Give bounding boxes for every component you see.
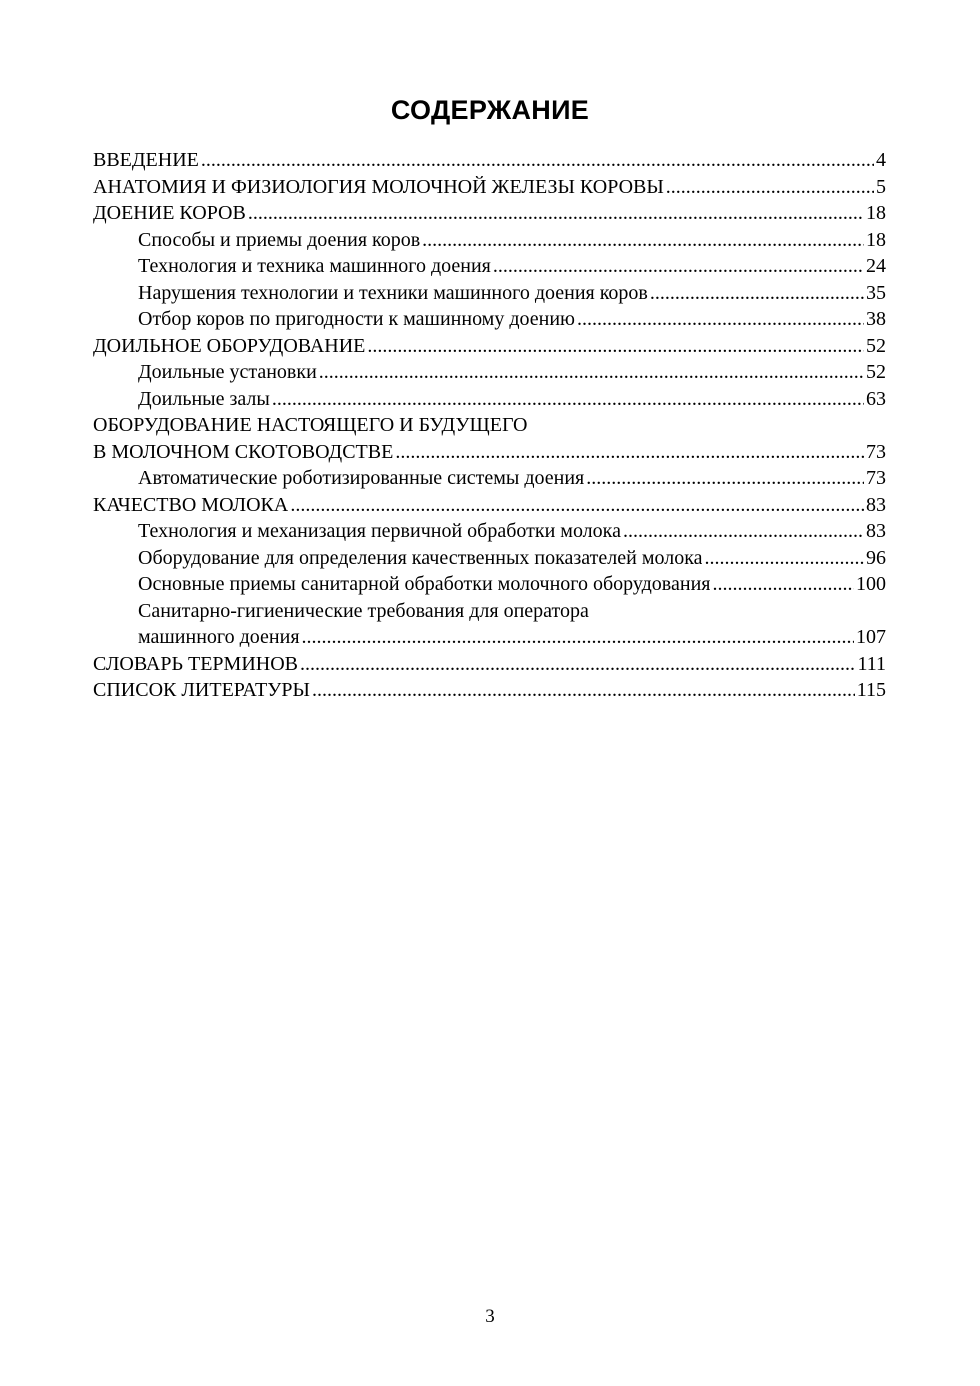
toc-dot-leader: [290, 492, 864, 519]
toc-dot-leader: [712, 571, 854, 598]
toc-entry-label: Доильные установки: [138, 361, 317, 383]
toc-entry-page: 18: [866, 202, 886, 224]
toc-entry-page: 100: [856, 573, 886, 595]
page-title: СОДЕРЖАНИЕ: [390, 95, 590, 125]
toc-entry[interactable]: [93, 174, 886, 201]
toc-entry-label: ВВЕДЕНИЕ: [93, 149, 199, 171]
toc-entry-label: СЛОВАРЬ ТЕРМИНОВ: [93, 652, 298, 675]
toc-entry-label: Основные приемы санитарной обработки молочного оборудования: [138, 573, 711, 595]
toc-entry-page: 24: [866, 255, 886, 277]
toc-entry-label: Доильные залы: [138, 387, 270, 410]
toc-entry[interactable]: [93, 518, 886, 545]
toc-entry[interactable]: [93, 333, 886, 360]
toc-dot-leader: [300, 651, 855, 678]
toc-dot-leader: [623, 518, 864, 545]
toc-entry[interactable]: [93, 147, 886, 174]
toc-entry-label: СПИСОК ЛИТЕРАТУРЫ: [93, 679, 310, 701]
toc-dot-leader: [395, 439, 864, 466]
toc-entry-label: Технология и механизация первичной обработки молока: [138, 520, 621, 542]
toc-entry[interactable]: [93, 492, 886, 519]
toc-entry-page: 115: [856, 679, 886, 701]
toc-entry-label: АНАТОМИЯ И ФИЗИОЛОГИЯ МОЛОЧНОЙ ЖЕЛЕЗЫ КОРОВЫ: [93, 175, 664, 198]
toc-entry-page: 38: [866, 308, 886, 330]
toc-dot-leader: [577, 306, 864, 333]
toc-entry[interactable]: [93, 465, 886, 492]
toc-entry[interactable]: [93, 412, 886, 439]
toc-entry[interactable]: [93, 280, 886, 307]
toc-entry[interactable]: [93, 677, 886, 704]
toc-entry[interactable]: [93, 386, 886, 413]
toc-entry-page: 73: [866, 440, 886, 463]
toc-entry-page: 96: [866, 546, 886, 569]
toc-entry-page: 83: [866, 493, 886, 516]
toc-dot-leader: [319, 359, 864, 386]
table-of-contents: [93, 147, 886, 704]
toc-entry[interactable]: [93, 359, 886, 386]
toc-entry-label: Оборудование для определения качественных показателей молока: [138, 546, 703, 569]
toc-entry-label: Автоматические роботизированные системы доения: [138, 467, 585, 489]
toc-entry-page: 83: [866, 520, 886, 542]
toc-entry-page: 111: [857, 652, 886, 675]
toc-entry[interactable]: [93, 439, 886, 466]
toc-entry[interactable]: [93, 624, 886, 651]
toc-dot-leader: [422, 227, 864, 254]
toc-entry[interactable]: [93, 651, 886, 678]
toc-entry-label: Способы и приемы доения коров: [138, 228, 421, 251]
toc-entry-label: КАЧЕСТВО МОЛОКА: [93, 493, 289, 516]
toc-entry-label: Санитарно-гигиенические требования для оператора: [138, 599, 589, 622]
toc-dot-leader: [704, 545, 864, 572]
toc-entry-label: ДОИЛЬНОЕ ОБОРУДОВАНИЕ: [93, 334, 366, 357]
toc-entry[interactable]: [93, 227, 886, 254]
toc-entry-page: 107: [856, 626, 886, 648]
toc-entry-page: 52: [866, 334, 886, 357]
toc-dot-leader: [586, 465, 864, 492]
toc-entry[interactable]: [93, 306, 886, 333]
toc-entry-label: машинного доения: [138, 626, 300, 648]
toc-entry-label: Отбор коров по пригодности к машинному доению: [138, 308, 575, 330]
page-number: 3: [485, 1306, 495, 1327]
toc-dot-leader: [302, 624, 854, 651]
toc-entry-label: ДОЕНИЕ КОРОВ: [93, 202, 246, 224]
toc-dot-leader: [650, 280, 864, 307]
toc-dot-leader: [272, 386, 864, 413]
toc-entry-page: 52: [866, 361, 886, 383]
toc-dot-leader: [367, 333, 864, 360]
toc-entry[interactable]: [93, 598, 886, 625]
toc-dot-leader: [201, 147, 874, 174]
toc-dot-leader: [248, 200, 864, 227]
toc-entry-label: ОБОРУДОВАНИЕ НАСТОЯЩЕГО И БУДУЩЕГО: [93, 414, 528, 436]
toc-entry-label: В МОЛОЧНОМ СКОТОВОДСТВЕ: [93, 440, 394, 463]
toc-dot-leader: [666, 174, 874, 201]
toc-entry-page: 73: [866, 467, 886, 489]
toc-dot-leader: [312, 677, 855, 704]
toc-entry-page: 4: [876, 149, 886, 171]
toc-entry-label: Технология и техника машинного доения: [138, 255, 491, 277]
toc-entry-label: Нарушения технологии и техники машинного доения коров: [138, 281, 648, 304]
toc-entry[interactable]: [93, 200, 886, 227]
toc-entry[interactable]: [93, 571, 886, 598]
toc-entry-page: 35: [866, 281, 886, 304]
toc-entry[interactable]: [93, 545, 886, 572]
toc-entry-page: 63: [866, 387, 886, 410]
toc-entry[interactable]: [93, 253, 886, 280]
toc-entry-page: 18: [866, 228, 886, 251]
toc-entry-page: 5: [876, 175, 886, 198]
toc-dot-leader: [493, 253, 864, 280]
